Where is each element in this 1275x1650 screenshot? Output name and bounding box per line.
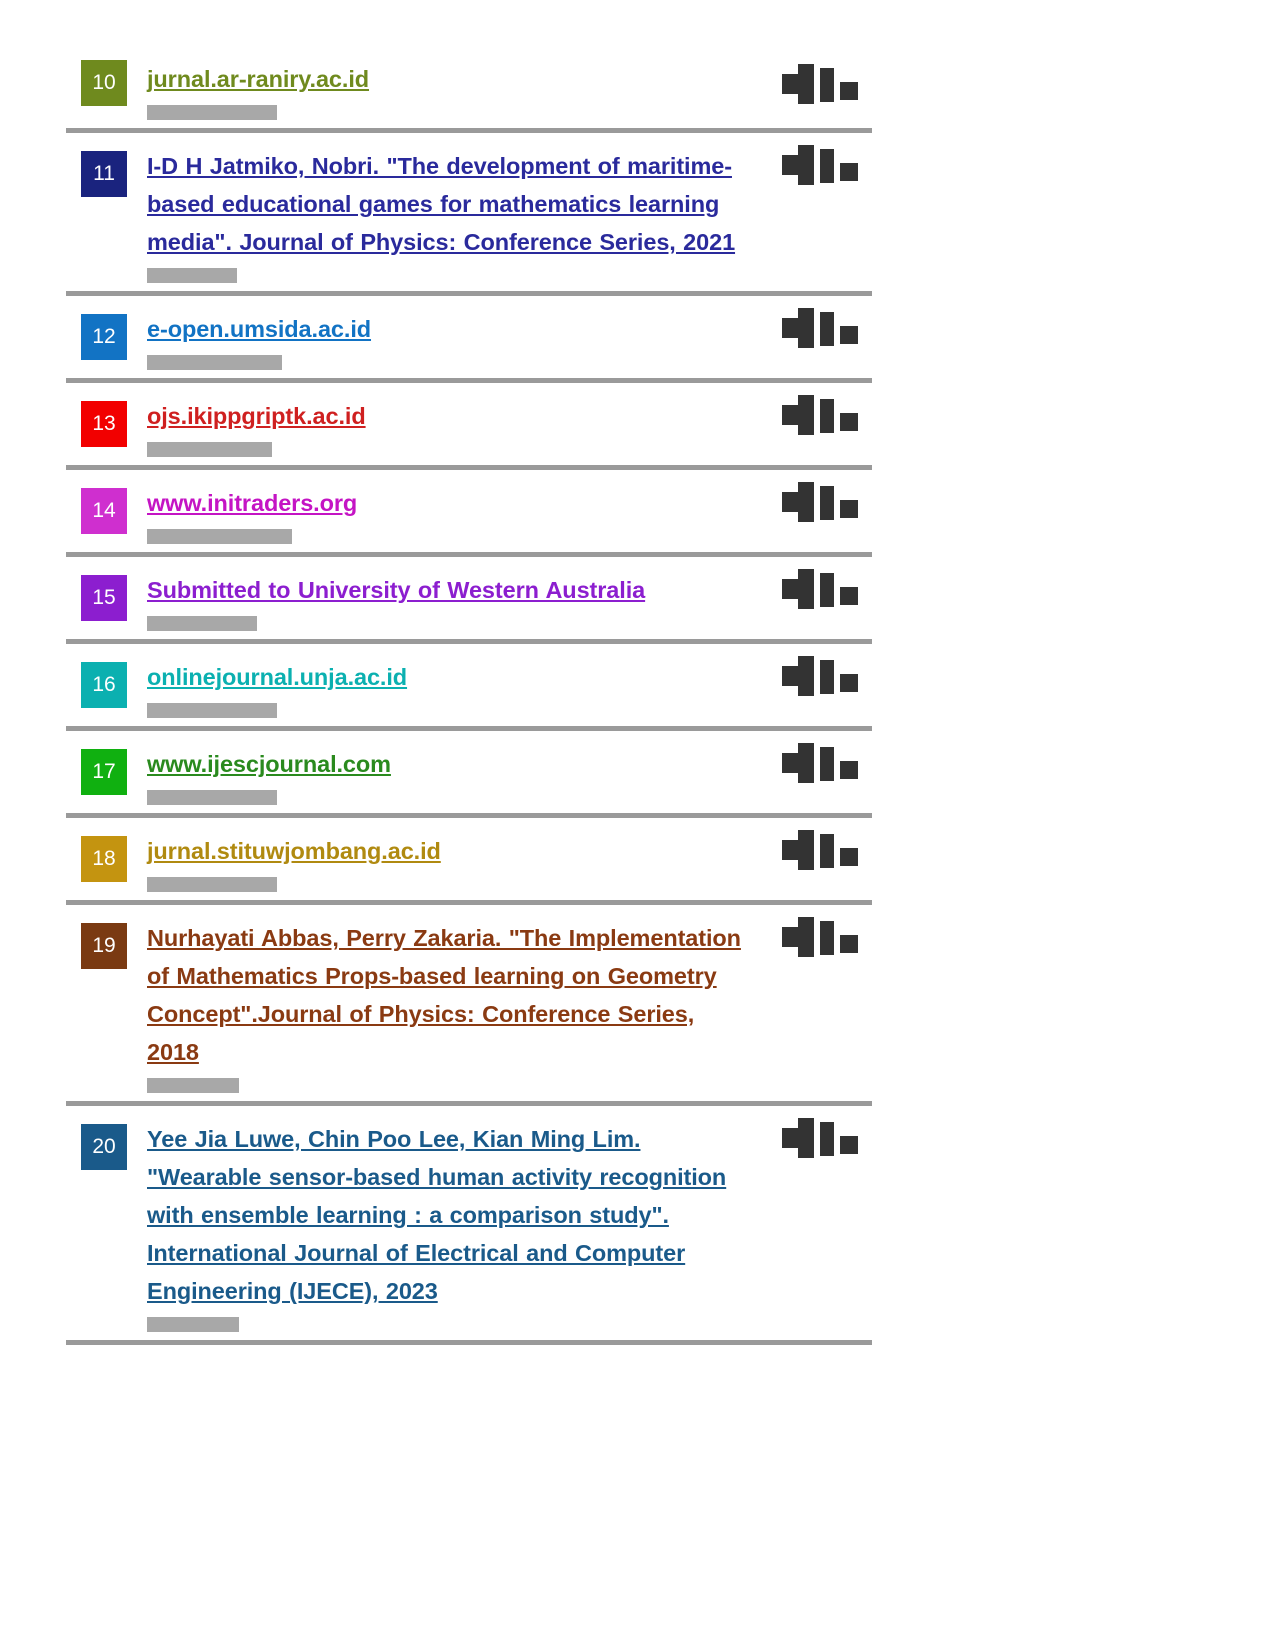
entry-divider <box>66 813 872 818</box>
source-entry[interactable] <box>66 652 876 718</box>
source-body <box>147 1114 876 1332</box>
source-body <box>147 913 876 1093</box>
source-rank-badge: 11 <box>81 151 127 197</box>
source-link[interactable]: Nurhayati Abbas, Perry Zakaria. "The Implementation of Mathematics Props-based learning on Geometry Concept".Journal of Physics: Conference Series, 2018 <box>147 925 741 1065</box>
source-rank-badge: 12 <box>81 314 127 360</box>
source-rank-badge: 17 <box>81 749 127 795</box>
redacted-bar <box>147 616 257 631</box>
match-count-indicator[interactable] <box>780 304 876 352</box>
match-count-indicator[interactable] <box>780 565 876 613</box>
source-body <box>147 60 876 120</box>
source-entry[interactable] <box>66 391 876 457</box>
match-count-indicator[interactable] <box>780 1114 876 1162</box>
source-entry[interactable] <box>66 826 876 892</box>
source-body <box>147 391 876 457</box>
entry-divider <box>66 552 872 557</box>
entry-divider <box>66 900 872 905</box>
entry-divider <box>66 465 872 470</box>
source-entry[interactable] <box>66 565 876 631</box>
source-body <box>147 652 876 718</box>
entry-divider <box>66 1340 872 1345</box>
source-rank-badge: 13 <box>81 401 127 447</box>
redacted-bar <box>147 1317 239 1332</box>
source-body <box>147 826 876 892</box>
source-link[interactable]: www.ijescjournal.com <box>147 751 391 777</box>
source-body <box>147 304 876 370</box>
source-body <box>147 565 876 631</box>
source-entry[interactable] <box>66 913 876 1093</box>
match-count-indicator[interactable] <box>780 826 876 874</box>
source-link[interactable]: Submitted to University of Western Australia <box>147 577 646 603</box>
similarity-source-list <box>66 60 876 1353</box>
source-link[interactable]: jurnal.ar-raniry.ac.id <box>147 66 370 92</box>
source-rank-badge: 19 <box>81 923 127 969</box>
entry-divider <box>66 291 872 296</box>
source-link[interactable]: Yee Jia Luwe, Chin Poo Lee, Kian Ming Lim. "Wearable sensor-based human activity recognition with ensemble learning : a comparison study". International Journal of Electrical and Computer Engineering (IJECE), 2023 <box>147 1126 727 1304</box>
entry-divider <box>66 378 872 383</box>
source-entry[interactable] <box>66 141 876 283</box>
entry-divider <box>66 639 872 644</box>
source-body <box>147 141 876 283</box>
match-count-indicator[interactable] <box>780 391 876 439</box>
source-entry[interactable] <box>66 60 876 120</box>
source-rank-badge: 20 <box>81 1124 127 1170</box>
match-count-indicator[interactable] <box>780 60 876 108</box>
source-rank-badge: 18 <box>81 836 127 882</box>
source-link[interactable]: I-D H Jatmiko, Nobri. "The development of maritime-based educational games for mathematics learning media". Journal of Physics: Conference Series, 2021 <box>147 153 736 255</box>
source-entry[interactable] <box>66 739 876 805</box>
source-rank-badge: 10 <box>81 60 127 106</box>
source-link[interactable]: jurnal.stituwjombang.ac.id <box>147 838 441 864</box>
redacted-bar <box>147 105 277 120</box>
match-count-indicator[interactable] <box>780 141 876 189</box>
match-count-indicator[interactable] <box>780 913 876 961</box>
redacted-bar <box>147 703 277 718</box>
redacted-bar <box>147 268 237 283</box>
match-count-indicator[interactable] <box>780 478 876 526</box>
source-entry[interactable] <box>66 304 876 370</box>
entry-divider <box>66 1101 872 1106</box>
redacted-bar <box>147 877 277 892</box>
source-entry[interactable] <box>66 1114 876 1332</box>
source-entry[interactable] <box>66 478 876 544</box>
source-rank-badge: 16 <box>81 662 127 708</box>
source-link[interactable]: ojs.ikippgriptk.ac.id <box>147 403 366 429</box>
entry-divider <box>66 726 872 731</box>
source-link[interactable]: onlinejournal.unja.ac.id <box>147 664 408 690</box>
source-link[interactable]: e-open.umsida.ac.id <box>147 316 372 342</box>
source-body <box>147 478 876 544</box>
source-rank-badge: 15 <box>81 575 127 621</box>
match-count-indicator[interactable] <box>780 739 876 787</box>
redacted-bar <box>147 355 282 370</box>
redacted-bar <box>147 1078 239 1093</box>
match-count-indicator[interactable] <box>780 652 876 700</box>
source-link[interactable]: www.initraders.org <box>147 490 358 516</box>
source-rank-badge: 14 <box>81 488 127 534</box>
redacted-bar <box>147 442 272 457</box>
redacted-bar <box>147 790 277 805</box>
entry-divider <box>66 128 872 133</box>
source-body <box>147 739 876 805</box>
redacted-bar <box>147 529 292 544</box>
